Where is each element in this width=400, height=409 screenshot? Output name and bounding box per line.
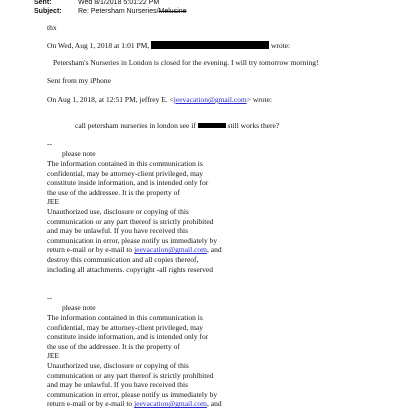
return-prefix: return e-mail or by e-mail to	[47, 245, 135, 255]
subject-text: Re: Petersham Nurseries/	[78, 8, 159, 15]
subject-value	[78, 7, 187, 16]
please-note: please note	[62, 149, 96, 158]
disclaimer-line: JEE	[47, 197, 60, 207]
quote2-text	[75, 121, 279, 131]
separator-dashes: --	[47, 293, 52, 302]
subject-label: Subject:	[34, 8, 62, 15]
disclaimer-block	[47, 313, 222, 409]
email-link[interactable]: jeevacation@gmail.com	[173, 95, 247, 104]
subject-struck-text: Melusine	[158, 8, 187, 15]
please-note: please note	[62, 303, 96, 312]
subject-row	[34, 7, 187, 16]
disclaimer-line: confidential, may be attorney-client privileged, may	[47, 322, 203, 332]
email-header	[34, 0, 187, 16]
sent-value: Wed 8/1/2018 5:01:22 PM	[78, 0, 160, 6]
disclaimer-line: Unauthorized use, disclosure or copying of this	[47, 206, 189, 216]
redaction-block	[151, 41, 269, 49]
redaction-block	[198, 123, 226, 128]
separator-dashes: --	[47, 139, 52, 148]
disclaimer-line: destroy this communication and all copies thereof,	[47, 254, 199, 264]
sent-from-line: Sent from my iPhone	[47, 76, 111, 85]
quote2-text-b: still works there?	[227, 121, 280, 130]
email-link[interactable]: jeevacation@gmail.com	[134, 399, 207, 409]
disclaimer-line	[47, 245, 222, 255]
sent-label: Sent:	[34, 0, 52, 6]
quote1-suffix: wrote:	[270, 41, 291, 50]
disclaimer-line: the use of the addressee. It is the property of	[47, 341, 180, 351]
quote2-suffix: > wrote:	[246, 95, 272, 104]
disclaimer-line: JEE	[47, 351, 60, 361]
disclaimer-line: including all attachments. copyright -all rights reserved	[47, 264, 213, 274]
disclaimer-line: Unauthorized use, disclosure or copying of this	[47, 360, 189, 370]
quote2-header	[47, 95, 272, 105]
return-prefix: return e-mail or by e-mail to	[47, 399, 135, 409]
quote1-prefix: On Wed, Aug 1, 2018 at 1:01 PM,	[47, 41, 150, 50]
email-link[interactable]: jeevacation@gmail.com	[134, 245, 207, 255]
thx-line: thx	[47, 23, 57, 32]
disclaimer-line: communication or any part thereof is strictly prohibited	[47, 370, 214, 380]
return-suffix: , and	[206, 399, 222, 409]
quote1-header	[47, 41, 290, 51]
sent-row	[34, 0, 187, 7]
disclaimer-line: communication in error, please notify us immediately by	[47, 235, 218, 245]
disclaimer-line: communication or any part thereof is strictly prohibited	[47, 216, 214, 226]
disclaimer-line: and may be unlawful. If you have received this	[47, 226, 188, 236]
return-suffix: , and	[206, 245, 222, 255]
disclaimer-line: constitute inside information, and is intended only for	[47, 332, 209, 342]
disclaimer-line: communication in error, please notify us immediately by	[47, 389, 218, 399]
quote1-text: Petersham's Nurseries in London is closed for the evening. I will try tomorrow morning!	[53, 58, 319, 67]
disclaimer-line: constitute inside information, and is intended only for	[47, 178, 209, 188]
disclaimer-line: The information contained in this communication is	[47, 159, 203, 168]
disclaimer-line	[47, 399, 222, 409]
disclaimer-line: the use of the addressee. It is the property of	[47, 187, 180, 197]
disclaimer-line: The information contained in this communication is	[47, 313, 203, 322]
quote2-prefix: On Aug 1, 2018, at 12:51 PM, jeffrey E. <	[47, 95, 174, 104]
quote2-text-a: call petersham nurseries in london see if	[75, 121, 196, 130]
disclaimer-line: confidential, may be attorney-client privileged, may	[47, 168, 203, 178]
disclaimer-block	[47, 159, 222, 274]
disclaimer-line: and may be unlawful. If you have received this	[47, 380, 188, 390]
